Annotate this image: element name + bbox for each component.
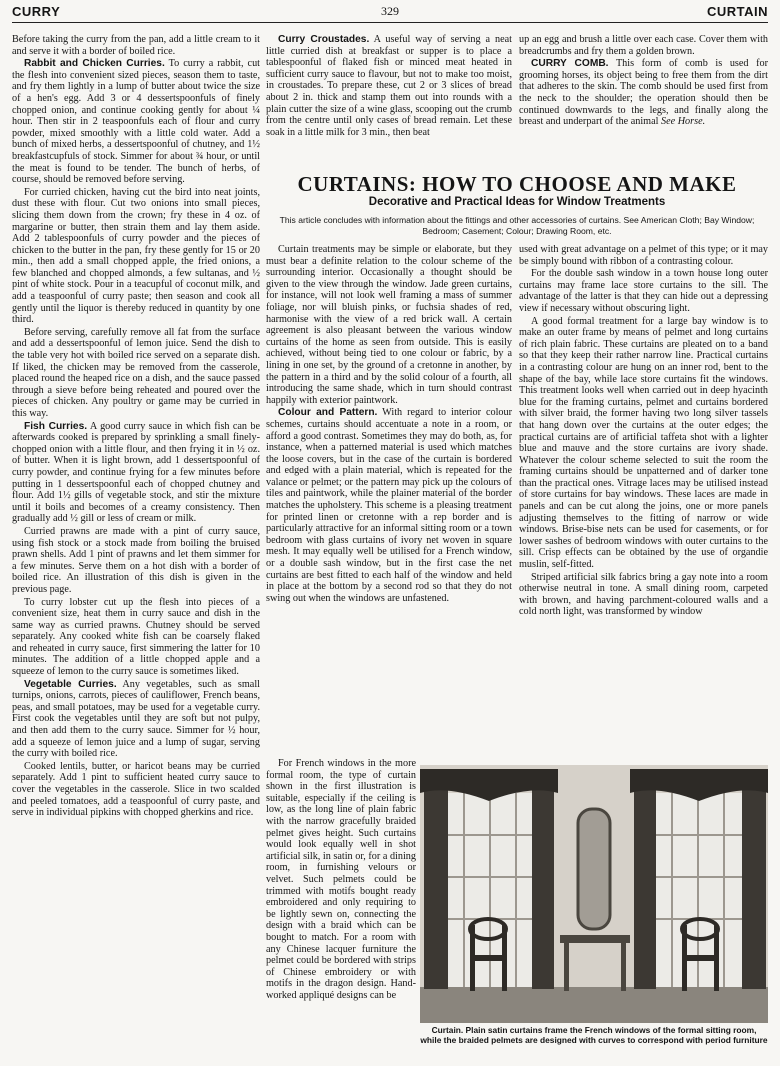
section-lead: CURRY COMB. bbox=[531, 58, 609, 70]
section-lead: Vegetable Curries. bbox=[24, 678, 117, 690]
page-number: 329 bbox=[381, 4, 399, 18]
paragraph bbox=[266, 34, 512, 138]
caption-text: Plain satin curtains frame the French windows of the formal sitting room, while the braided pelmets are designed with curves to correspond with period furniture bbox=[420, 1025, 768, 1045]
paragraph: For the double sash window in a town house long outer curtains may frame lace store curtains to the sill. The advantage of the latter is that they can hide out a depressing view if necessary without obscuring light. bbox=[519, 268, 768, 314]
section-lead: Curry Croustades. bbox=[278, 34, 370, 45]
paragraph: Curried prawns are made with a pint of curry sauce, using fish stock or a stock made from boiling the bruised prawn shells. Add 1 pint of prawns and let them simmer for a few minutes. Serve them on a hot dish with a border of boiled rice. An illustration of this dish is given in the previous page. bbox=[12, 525, 260, 595]
paragraph-text: This form of comb is used for grooming horses, its object being to free them from the dirt that adheres to the skin. The comb should be used first from the neck to the shoulder; the operation should then be continued downwards to the legs, and finally along the breast and underpart of the animal bbox=[519, 58, 768, 128]
section-lead: Colour and Pattern. bbox=[278, 407, 378, 419]
paragraph bbox=[12, 421, 260, 525]
cross-reference: See Horse. bbox=[658, 116, 706, 128]
paragraph: Striped artificial silk fabrics bring a gay note into a room otherwise neutral in tone. A small dining room, carpeted with brown, and having parchment-coloured walls and a cold north light, was transformed by window bbox=[519, 571, 768, 618]
paragraph-text: Any vegetables, such as small turnips, onions, carrots, pieces of cauliflower, French beans, peas, and small potatoes, may be used for a vegetable curry. First cook the vegetables until they are soft but not pulpy, and then add them to the curry sauce. Simmer for ½ hour, add a squeeze of lemon juice and a lump of sugar, serving the curry with boiled rice. bbox=[12, 678, 260, 760]
section-lead: Rabbit and Chicken Curries. bbox=[24, 58, 165, 70]
paragraph: For curried chicken, having cut the bird into neat joints, dust these with flour. Cut two onions into small pieces, slicing them down from the crown; fry these in 4 oz. of margarine or butter, then strain them and lay them aside. Add 2 tablespoonfuls of curry powder and the pieces of chicken to the butter in the pan, fry these gently for 15 or 20 min., then add a small chopped apple, the fried onions, a few blanched and chopped almonds, a few sultanas, and ½ pint of white stock. Pour in a teacupful of coconut milk, and add a teaspoonful of curry paste; then season and cook all gently until the liquor is thereby reduced in quantity by one third. bbox=[12, 186, 260, 326]
paragraph: Cooked lentils, butter, or haricot beans may be curried separately. Add 1 pint to sufficient heated curry sauce to cover the vegetables in the casserole. Slice in two scalded and peeled tomatoes, add a teaspoonful of curry paste, and serve in individual pipkins with chopped gherkins and rice. bbox=[12, 760, 260, 819]
room-illustration bbox=[420, 765, 768, 1023]
article-subtitle: Decorative and Practical Ideas for Window Treatments bbox=[368, 196, 666, 208]
paragraph: A good formal treatment for a large bay window is to make an outer frame by means of pelmet and long curtains of rich plain fabric. These curtains are pleated on to a band so that they keep their rather narrow line. Practical curtains in a contrasting colour are hung on an inner rod, bent to the shape of the bay, while lace store curtains fit the windows. This treatment looks well when carried out in deep hyacinth blue for the framing curtains, pelmet and curtains bordered with silver braid, the former having two long silver tassels that hang down over the curtains at the outer edges; the practical curtains are of artificial taffeta shot with a lighter blue and mauve and the store curtains are ivory shade. Whatever the colour scheme selected to suit the room the framing curtains should be unpatterned and of darker tone than the practical ones. Vitrage laces may be utilised instead of store curtains for bay windows. These laces are made in panels and can be cut along the joins, one or more panels adjusting themselves to the fitting of narrow or wide windows. Brise-bise nets can be used for casements, or for lower sashes of bedroom windows with outer curtains to the sill. Crisp effects can be obtained by the use of organdie muslin, self-fitted. bbox=[519, 315, 768, 571]
column-1 bbox=[12, 34, 260, 1060]
paragraph bbox=[12, 58, 260, 186]
paragraph: used with great advantage on a pelmet of this type; or it may be simply bound with ribbon of a contrasting colour. bbox=[519, 244, 768, 267]
caption-lead: Curtain. bbox=[431, 1025, 464, 1035]
section-lead: Fish Curries. bbox=[24, 420, 88, 432]
curtain-photo bbox=[420, 765, 768, 1023]
paragraph: For French windows in the more formal room, the type of curtain shown in the first illustration is suitable, especially if the ceiling is low, as the long line of plain fabric with the narrow gracefully braided pelmet gives height. Such curtains would look equally well in shot artificial silk, in satin or, for a dining room, in furnishing velours or velvet. Such pelmets could be trimmed with motifs bought ready embroidered and only requiring to be lightly sewn on, connecting the design with a braid which can be bought to match. For a room with any Chinese lacquer furniture the pelmet could be bordered with strips of Chinese embroidery or with motifs in the dragon design. Hand-worked appliqué designs can be bbox=[266, 758, 416, 1001]
paragraph: Before serving, carefully remove all fat from the surface and add a dessertspoonful of lemon juice. Send the dish to the table very hot with boiled rice served on a separate dish. If liked, the chicken may be removed from the casserole, placed round the heaped rice on a dish, and the sauce passed through a sieve before being reheated and poured over the pieces of chicken. Any poultry or game may be curried in this way. bbox=[12, 326, 260, 419]
column-4 bbox=[266, 244, 512, 744]
paragraph-text: With regard to interior colour schemes, curtains should accentuate a note in a room, or afford a good contrast. Sometimes they may do both, as, for instance, when a patterned material is used which matches the loose covers, but in the case of the curtain is bordered and edged with a plain material, which is repeated for the valance or pelmet; or the pattern may pick up the colours of tiles and paintwork, while the plainer material of the border matches the upholstery. This scheme is a pleasing treatment for printed linen or cretonne with a rep border and is particularly attractive for an informal sitting room or a town bedroom with glass curtains of ivory net woven in square mesh. It may equally well be utilised for a French window, or a double sash window, but in the first case the net curtains are best fitted to each half of the window and held in place at the bottom by a second rod so that they do not swing out when the windows are unfastened. bbox=[266, 407, 512, 604]
paragraph: Before taking the curry from the pan, add a little cream to it and serve it with a border of boiled rice. bbox=[12, 34, 260, 57]
paragraph-text: A useful way of serving a neat little curried dish at breakfast or supper is to place a tablespoonful of flaked fish or minced meat heated in sufficient curry sauce to flavour, but not to make too moist, in croustades. To prepare these, cut 2 or 3 slices of bread about 2 in. thick and stamp them out into rounds with a plain cutter the size of a wine glass, scooping out the crumb from the centre until only cases of bread remain. Let these soak in a little milk for 3 min., then beat bbox=[266, 34, 512, 138]
column-2-top bbox=[266, 34, 512, 166]
paragraph bbox=[519, 58, 768, 128]
paragraph-text: A good curry sauce in which fish can be afterwards cooked is prepared by sprinkling a small finely-chopped onion with a little flour, and then frying it in ½ oz. of butter. When it is light brown, add 1 dessertspoonful of curry powder, and continue frying for a few minutes before putting in 1 dessertspoonful each of chopped chutney and flour. Add 1½ gills of vegetable stock, and stir the mixture until it boils and becomes of a creamy consistency. Then gradually add ½ gill or less of cream or milk. bbox=[12, 420, 260, 525]
column-4-lower bbox=[266, 758, 416, 1058]
paragraph bbox=[266, 407, 512, 604]
article-title: CURTAINS: HOW TO CHOOSE AND MAKE bbox=[297, 172, 737, 196]
column-3-top bbox=[519, 34, 768, 166]
paragraph bbox=[12, 679, 260, 760]
paragraph: To curry lobster cut up the flesh into pieces of a convenient size, heat them in curry sauce and dish in the same way as curried prawns. Chutney should be served separately. Any cooked white fish can be coarsely flaked and reheated in curry sauce, first simmering the latter for 10 minutes. The addition of a little chopped apple and a squeeze of lemon to the curry sauce is sometimes liked. bbox=[12, 596, 260, 678]
header-left-word: CURRY bbox=[12, 4, 61, 19]
paragraph: up an egg and brush a little over each case. Cover them with breadcrumbs and fry them a golden brown. bbox=[519, 34, 768, 57]
column-5 bbox=[519, 244, 768, 644]
header-right-word: CURTAIN bbox=[706, 4, 768, 19]
paragraph-text: To curry a rabbit, cut the flesh into convenient sized pieces, season them to taste, and fry them lightly in a lump of butter about twice the size of a hen's egg. Add 3 or 4 dessertspoonfuls of finely chopped onion, and continue cooking gently for about ¼ hour. Then stir in 2 teaspoonfuls each of flour and curry powder, mixed smoothly with a little cold water. Add a bunch of mixed herbs, a dessertspoonful of chutney, and 1½ breakfastcupfuls of stock. Simmer for about ¾ hour, or until the meat is found to be tender. The bunch of herbs, of course, should be removed before serving. bbox=[12, 58, 260, 186]
paragraph: Curtain treatments may be simple or elaborate, but they must bear a definite relation to the colour scheme of the surrounding interior. Occasionally a thought should be given to the view through the window. Jade green curtains, for instance, will not look well framing a mass of summer foliage, nor will bluish pinks, or fuchsia shades of red, harmonise with the view of a red brick wall. A certain agreement is also pleasant between the various window curtains of the home as seen from outside. This is easily achieved, without being tied to one colour or fabric, by a lining in one set, by the ground of a cretonne in another, by the pattern in a third and by the solid colour of a fourth, all introducing the same shade, which in turn should contrast happily with exterior paintwork. bbox=[266, 244, 512, 406]
article-intro: This article concludes with information about the fittings and other accessories of curtains. See American Cloth; Bay Window; Bedroom; Casement; Colour; Drawing Room, etc. bbox=[279, 215, 755, 236]
running-header bbox=[12, 4, 768, 22]
photo-caption bbox=[420, 1025, 768, 1045]
header-rule bbox=[12, 22, 768, 23]
